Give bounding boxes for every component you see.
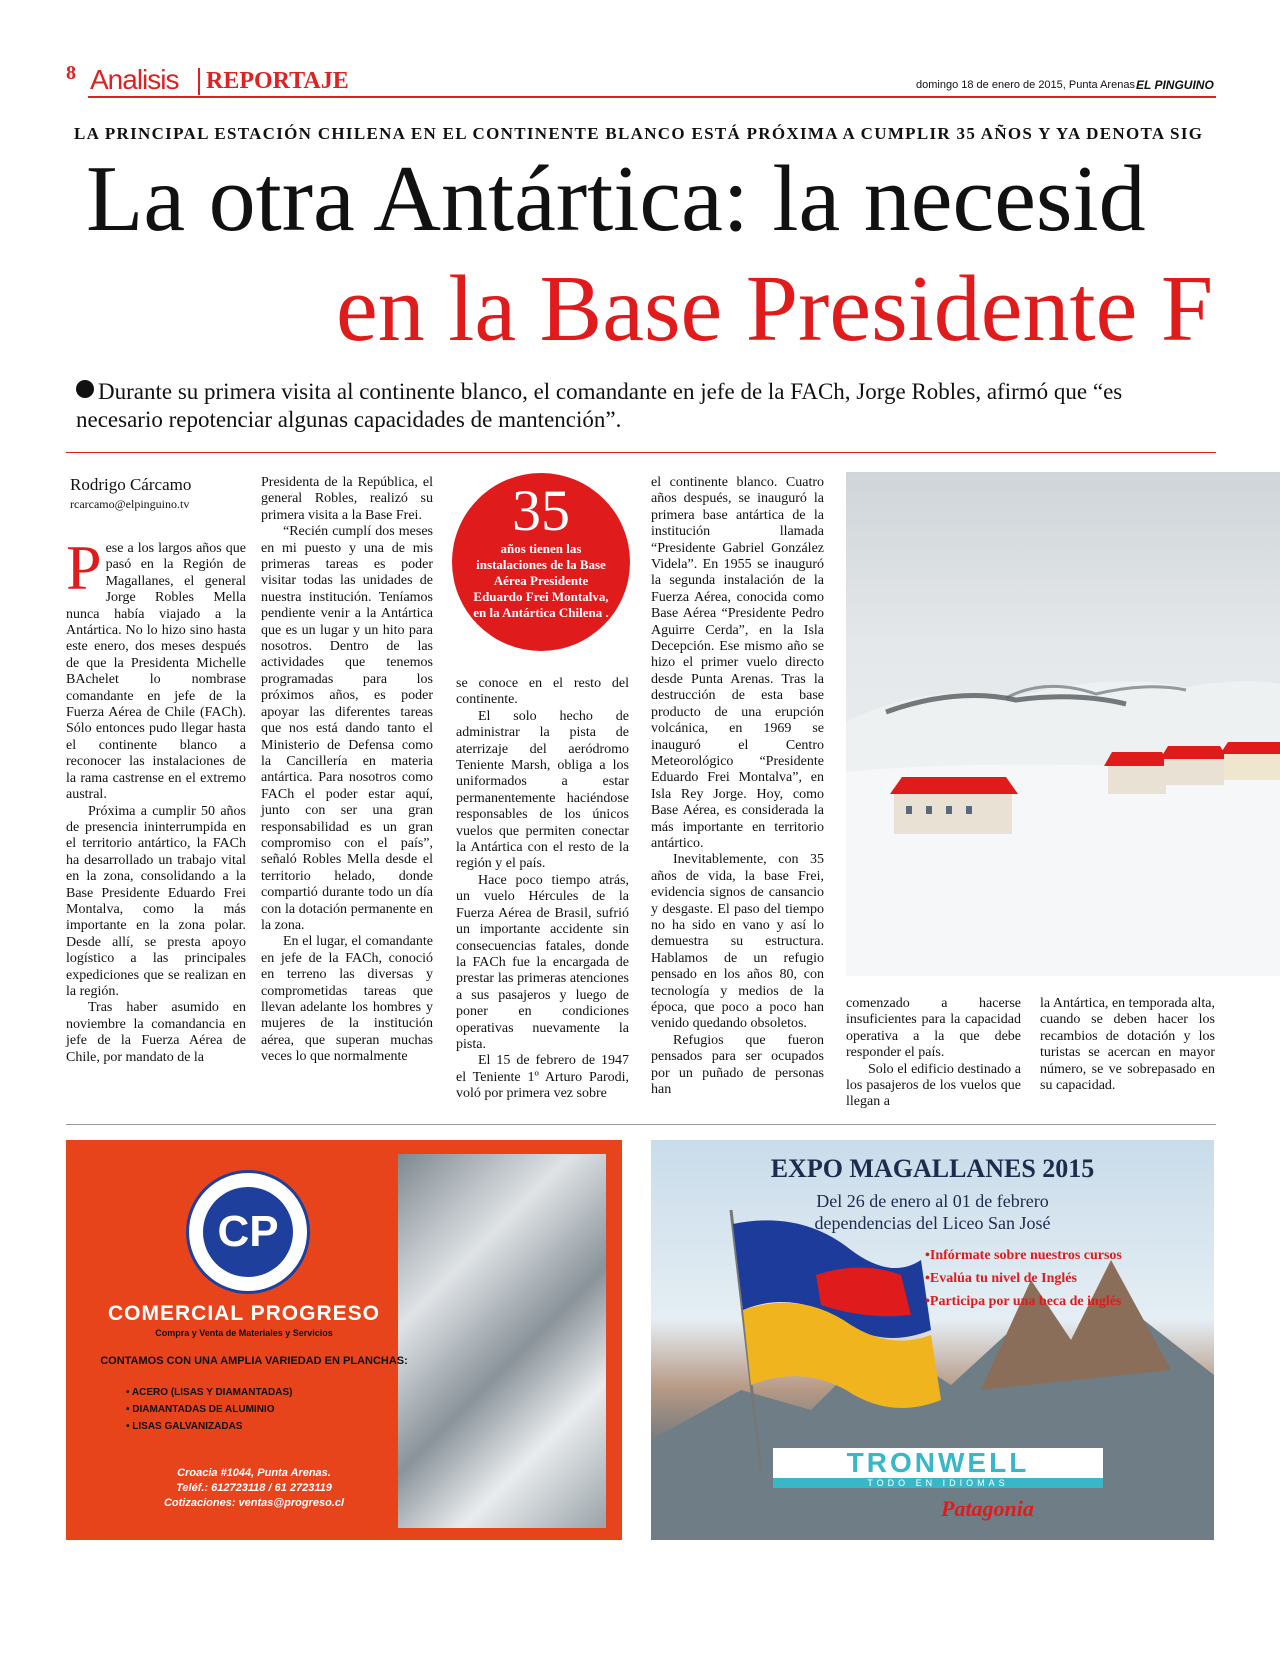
antarctic-base-photo [846, 472, 1280, 976]
paragraph: Tras haber asumido en noviembre la comandancia en jefe de la Fuerza Aérea de Chile, por mandato de la [66, 1000, 246, 1065]
section-label-analisis: Analisis [90, 64, 179, 95]
tronwell-location: Patagonia [941, 1496, 1034, 1521]
author-email[interactable]: rcarcamo@elpinguino.tv [70, 497, 190, 511]
tronwell-logo: TRONWELL [773, 1448, 1103, 1478]
newspaper-name: EL PINGUINO [1136, 78, 1214, 92]
author-name: Rodrigo Cárcamo [70, 475, 192, 494]
expo-title: EXPO MAGALLANES 2015 [770, 1154, 1095, 1183]
expo-dates: Del 26 de enero al 01 de febrero [816, 1191, 1049, 1211]
paragraph: “Recién cumplí dos meses en mi puesto y una de mis primeras tareas es poder visitar todas las unidades de nuestra institución. Teníamos pendiente venir a la Antártica que es un lugar y un hito para nosotros. Dentro de las actividades que tenemos programadas para los próximos años, es poder apoyar las diferentes tareas que nos está dando tanto el Ministerio de Defensa como la Cancillería en materia antártica. Para nosotros como FACh el poder estar aquí, junto con ser una gran responsabilidad es un gran compromiso con el país”, señaló Robles Mella desde el territorio helado, donde compartió durante todo un día con la dotación permanente en la zona. [261, 524, 433, 933]
paragraph: El 15 de febrero de 1947 el Teniente 1º Arturo Parodi, voló por primera vez sobre [456, 1053, 629, 1102]
article-column-4 [651, 475, 824, 1098]
article-column-3 [456, 676, 629, 1103]
list-item: • ACERO (LISAS Y DIAMANTADAS) [126, 1384, 406, 1401]
paragraph: la Antártica, en temporada alta, cuando se deben hacer los recambios de dotación y los turistas se acercan en mayor número, se ve sobrepasado en su capacidad. [1040, 996, 1215, 1094]
article-column-2 [261, 475, 433, 1066]
paragraph: En el lugar, el comandante en jefe de la FACh, conoció en terreno las diversas y comprometidas tareas que llevan adelante los hombres y mujeres de la institución aérea, que superan muchas veces lo que normalmente [261, 934, 433, 1065]
drop-cap: P [66, 532, 102, 603]
issue-date: domingo 18 de enero de 2015, Punta Arenas [916, 79, 1135, 91]
metal-sheets-image [398, 1154, 606, 1528]
paragraph: se conoce en el resto del continente. [456, 676, 629, 708]
list-item: • DIAMANTADAS DE ALUMINIO [126, 1401, 406, 1418]
list-item: •Evalúa tu nivel de Inglés [925, 1271, 1077, 1286]
headline-line-2: en la Base Presidente F [336, 257, 1214, 361]
expo-venue: dependencias del Liceo San José [814, 1213, 1051, 1233]
ad-email: Cotizaciones: ventas@progreso.cl [163, 1497, 345, 1509]
article-column-5 [846, 996, 1021, 1111]
headline-line-1: La otra Antártica: la necesid [86, 147, 1146, 251]
ad-address: Croacia #1044, Punta Arenas. [177, 1467, 331, 1479]
expo-dates-venue [651, 1190, 1214, 1234]
cp-logo-text: CP [203, 1187, 293, 1277]
callout-circle [452, 473, 630, 651]
paragraph: Solo el edificio destinado a los pasajeros de los vuelos que llegan a [846, 1061, 1021, 1110]
page-number: 8 [66, 62, 76, 84]
lead-paragraph [76, 378, 1206, 434]
kicker: LA PRINCIPAL ESTACIÓN CHILENA EN EL CONTINENTE BLANCO ESTÁ PRÓXIMA A CUMPLIR 35 AÑOS Y YA DENOTA SIG [74, 124, 1204, 143]
paragraph: El solo hecho de administrar la pista de aterrizaje del aeródromo Teniente Marsh, obliga a los uniformados a estar permanentemente haciéndose responsables de los únicos vuelos que permiten conectar la Antártica con el resto de la región y el país. [456, 708, 629, 872]
ads-rule [66, 1124, 1216, 1125]
paragraph: comenzado a hacerse insuficientes para la capacidad operativa a la que debe responder el país. [846, 996, 1021, 1061]
expo-magallanes-ad[interactable] [651, 1140, 1214, 1540]
lead-rule [66, 452, 1216, 453]
list-item: • LISAS GALVANIZADAS [126, 1418, 406, 1435]
callout-number: 35 [512, 478, 570, 543]
ad-company-name: COMERCIAL PROGRESO [108, 1302, 380, 1325]
expo-bullets [925, 1244, 1122, 1313]
ad-company-subtitle: Compra y Venta de Materiales y Servicios [155, 1328, 333, 1338]
tronwell-tagline: TODO EN IDIOMAS [773, 1478, 1103, 1488]
comercial-progreso-ad[interactable] [66, 1140, 622, 1540]
paragraph: Próxima a cumplir 50 años de presencia ininterrumpida en el territorio antártico, la FACh ha desarrollado un trabajo vital en la zona, consolidando a la Base Presidente Eduardo Frei Montalva, como la más importante en la zona polar. Desde allí, se presta apoyo logístico a las principales expediciones que se realizan en la región. [66, 803, 246, 999]
cp-logo [186, 1170, 310, 1294]
callout-text: años tienen las instalaciones de la Base Aérea Presidente Eduardo Frei Montalva, en la Antártica Chilena . [473, 541, 609, 620]
list-item: •Participa por una beca de inglés [925, 1294, 1122, 1309]
ad-contact [94, 1466, 414, 1511]
list-item: •Infórmate sobre nuestros cursos [925, 1248, 1122, 1263]
article-column-6 [1040, 996, 1215, 1094]
paragraph: Refugios que fueron pensados para ser ocupados por un puñado de personas han [651, 1032, 824, 1098]
paragraph: ese a los largos años que pasó en la Región de Magallanes, el general Jorge Robles Mella nunca había viajado a la Antártica. No lo hizo sino hasta este enero, dos meses después de que la Presidenta Michelle BAchelet lo nombrase comandante en jefe de la Fuerza Aérea de Chile (FACh). Sólo entonces pudo llegar hasta el continente blanco a reconocer las instalaciones de la rama castrense en el extremo austral. [66, 541, 246, 803]
paragraph: Hace poco tiempo atrás, un vuelo Hércules de la Fuerza Aérea de Brasil, sufrió un importante accidente sin consecuencias fatales, donde la FACh fue la encargada de prestar las primeras atenciones a sus pasajeros y luego de poner en condiciones operativas nuevamente la pista. [456, 872, 629, 1052]
ad-phones: Teléf.: 612723118 / 61 2723119 [176, 1482, 332, 1494]
paragraph: el continente blanco. Cuatro años después, se inauguró la primera base antártica de la institución llamada “Presidente Gabriel González Videla”. En 1955 se inauguró la segunda instalación de la Fuerza Aérea, conocida como Base Aérea “Presidente Pedro Aguirre Cerda”, en la Isla Decepción. Ese mismo año se hizo el primer vuelo directo desde Punta Arenas. Tras la destrucción de esta base producto de una erupción volcánica, en 1969 se inauguró el Centro Meteorológico “Presidente Eduardo Frei Montalva”, en Isla Rey Jorge. Hoy, como Base Aérea, es considerada la más importante en territorio antártico. [651, 475, 824, 851]
paragraph: Presidenta de la República, el general Robles, realizó su primera visita a la Base Frei. [261, 475, 433, 523]
paragraph: Inevitablemente, con 35 años de vida, la base Frei, evidencia signos de cansancio y desgaste. El paso del tiempo no ha sido en vano y así lo demuestra su estructura. Hablamos de un refugio pensado en los años 80, con tecnología y medios de la época, que poco a poco han venido quedando obsoletos. [651, 852, 824, 1032]
header-rule [88, 96, 1216, 98]
ad-intro: CONTAMOS CON UNA AMPLIA VARIEDAD EN PLANCHAS: [100, 1355, 408, 1367]
section-label-reportaje: REPORTAJE [198, 68, 349, 95]
bullet-icon [76, 380, 94, 398]
lead-text: Durante su primera visita al continente blanco, el comandante en jefe de la FACh, Jorge Robles, afirmó que “es necesario repotenciar algunas capacidades de mantención”. [76, 379, 1123, 432]
ad-product-list [126, 1384, 406, 1435]
snow-landscape-image [846, 472, 1280, 976]
article-column-1 [66, 532, 246, 1066]
